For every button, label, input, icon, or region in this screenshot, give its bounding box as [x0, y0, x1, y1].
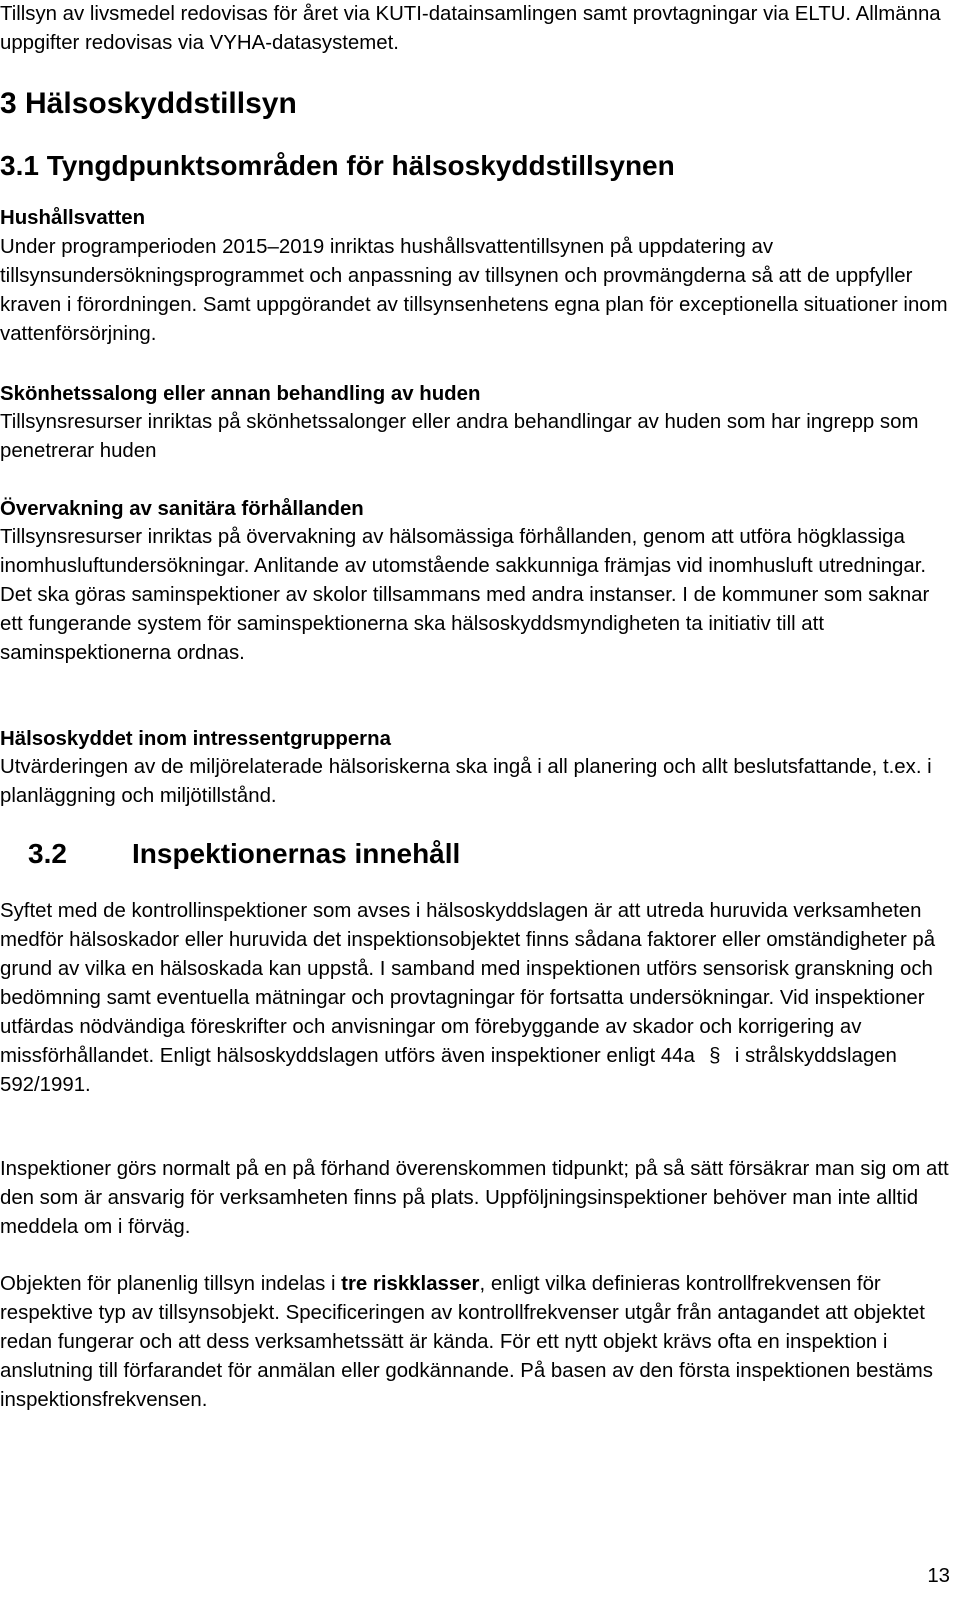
inspektion-paragraph-1 [0, 897, 950, 1100]
intressent-text: Utvärderingen av de miljörelaterade hälsoriskerna ska ingå i all planering och allt beslutsfattande, t.ex. i planläggning och miljötillstånd. [0, 756, 932, 807]
p3-text-after: , enligt vilka definieras kontrollfrekvensen för respektive typ av tillsynsobjekt. Specificeringen av kontrollfrekvenser utgår från antagandet att objektet redan fungerar och att dess verksamhetssätt är kända. För ett nytt objekt krävs ofta en inspektion i anslutning till förfarandet för anmälan eller godkännande. På basen av den första inspektionen bestäms inspektionsfrekvensen. [0, 1273, 933, 1411]
intro-paragraph: Tillsyn av livsmedel redovisas för året via KUTI-datainsamlingen samt provtagningar via ELTU. Allmänna uppgifter redovisas via VYHA-datasystemet. [0, 3, 941, 54]
section-3-1-heading: 3.1 Tyngdpunktsområden för hälsoskyddstillsynen [0, 150, 675, 181]
skonhet-title: Skönhetssalong eller annan behandling av huden [0, 383, 481, 405]
overvakning-title: Övervakning av sanitära förhållanden [0, 498, 364, 520]
section-3-2-heading [0, 836, 460, 872]
p3-text-before: Objekten för planenlig tillsyn indelas i [0, 1273, 342, 1295]
inspektion-paragraph-2: Inspektioner görs normalt på en på förhand överenskommen tidpunkt; på så sätt försäkrar man sig om att den som är ansvarig för verksamheten finns på plats. Uppföljningsinspektioner behöver man inte alltid meddela om i förväg. [0, 1158, 949, 1238]
p1-text-before: Syftet med de kontrollinspektioner som avses i hälsoskyddslagen är att utreda huruvida verksamheten medför hälsoskador eller huruvida det inspektionsobjektet finns sådana faktorer eller omständigheter på grund av vilka en hälsoskada kan uppstå. I samband med inspektionen utförs sensorisk granskning och bedömning samt eventuella mätningar och provtagningar för fortsatta undersökningar. Vid inspektioner utfärdas nödvändiga föreskrifter och anvisningar om förebyggande av skador och korrigering av missförhållandet. Enligt hälsoskyddslagen utförs även inspektioner enligt 44a [0, 900, 936, 1067]
p1-text-after: i strålskyddslagen 592/1991. [0, 1045, 897, 1096]
section-3-2-number: 3.2 [28, 838, 67, 869]
hushallsvatten-text: Under programperioden 2015–2019 inriktas hushållsvattentillsynen på uppdatering av tillsynsundersökningsprogrammet och anpassning av tillsynen och provmängderna så att de uppfyller kraven i förordningen. Samt uppgörandet av tillsynsenhetens egna plan för exceptionella situationer inom vattenförsörjning. [0, 236, 948, 345]
section-3-heading: 3 Hälsoskyddstillsyn [0, 87, 297, 120]
inspektion-paragraph-3 [0, 1270, 950, 1415]
section-symbol: § [709, 1045, 721, 1067]
skonhet-text: Tillsynsresurser inriktas på skönhetssalonger eller andra behandlingar av huden som har ingrepp som penetrerar huden [0, 411, 919, 462]
overvakning-text: Tillsynsresurser inriktas på övervakning av hälsomässiga förhållanden, genom att utföra högklassiga inomhusluftundersökningar. Anlitande av utomstående sakkunniga främjas vid inomhusluft utredningar. Det ska göras saminspektioner av skolor tillsammans med andra instanser. I de kommuner som saknar ett fungerande system för saminspektionerna ska hälsoskyddsmyndigheten ta initiativ till att saminspektionerna ordnas. [0, 526, 930, 664]
section-3-2-title: Inspektionernas innehåll [132, 838, 461, 869]
p3-bold-text: tre riskklasser [341, 1273, 480, 1295]
page-number: 13 [927, 1565, 950, 1587]
intressent-title: Hälsoskyddet inom intressentgrupperna [0, 728, 391, 750]
hushallsvatten-title: Hushållsvatten [0, 207, 146, 229]
